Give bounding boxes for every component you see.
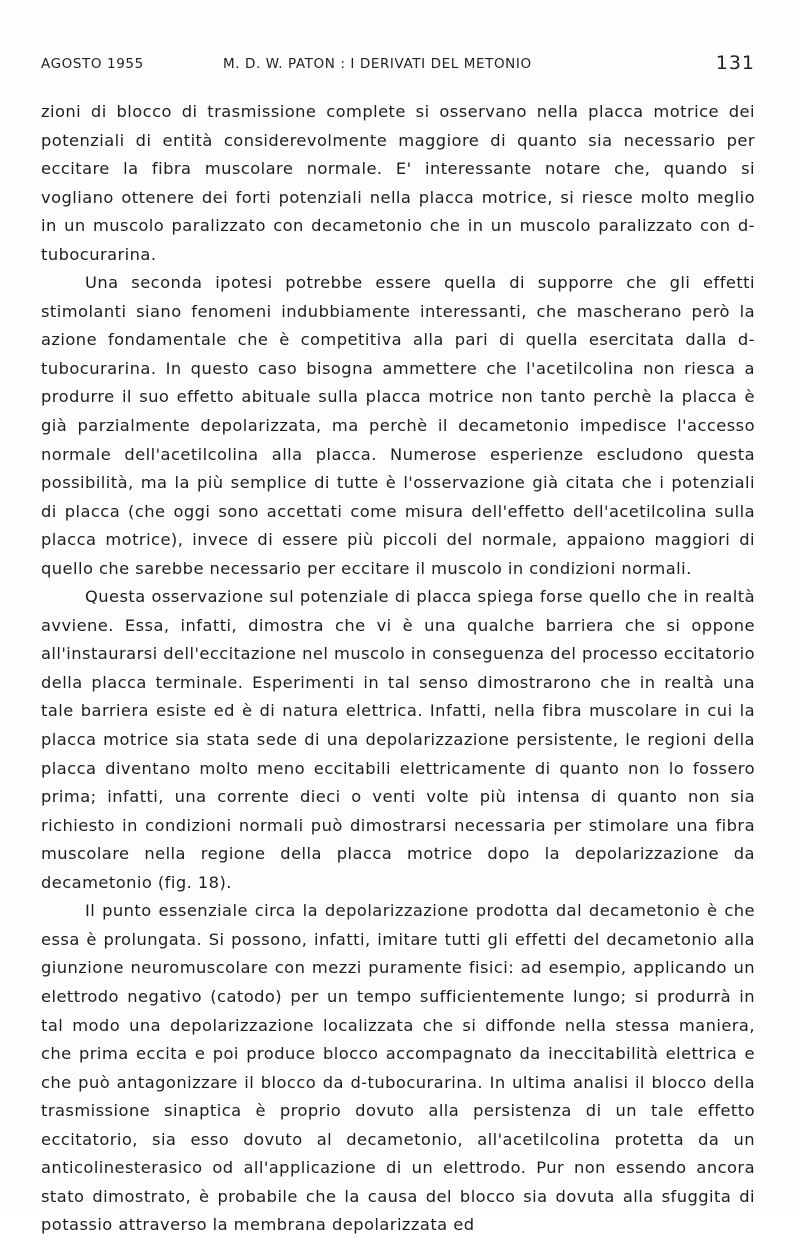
- paragraph-1: zioni di blocco di trasmissione complete si osservano nella placca motrice dei potenziali di entità considerevolmente maggiore di quanto sia necessario per eccitare la fibra muscolare normale. E' interessante notare che, quando si vogliano ottenere dei forti potenziali nella placca motrice, si riesce molto meglio in un muscolo paralizzato con decametonio che in un muscolo paralizzato con d-tubocurarina.: [41, 102, 755, 264]
- running-header: [41, 52, 755, 86]
- paragraph-4: Il punto essenziale circa la depolarizzazione prodotta dal decametonio è che essa è prolungata. Si possono, infatti, imitare tutti gli effetti del decametonio alla giunzione neuromuscolare con mezzi puramente fisici: ad esempio, applicando un elettrodo negativo (catodo) per un tempo sufficientemente lungo; si produrrà in tal modo una depolarizzazione localizzata che si diffonde nella stessa maniera, che prima eccita e poi produce blocco accompagnato da ineccitabilità elettrica e che può antagonizzare il blocco da d-tubocurarina. In ultima analisi il blocco della trasmissione sinaptica è proprio dovuto alla persistenza di un tale effetto eccitatorio, sia esso dovuto al decametonio, all'acetilcolina protetta da un anticolinesterasico od all'applicazione di un elettrodo. Pur non essendo ancora stato dimostrato, è probabile che la causa del blocco sia dovuta alla sfuggita di potassio attraverso la membrana depolarizzata ed: [41, 901, 755, 1235]
- header-date: AGOSTO 1955: [41, 56, 144, 72]
- paragraph-3: Questa osservazione sul potenziale di placca spiega forse quello che in realtà avviene. Essa, infatti, dimostra che vi è una qualche barriera che si oppone all'instaurarsi dell'eccitazione nel muscolo in conseguenza del processo eccitatorio della placca terminale. Esperimenti in tal senso dimostrarono che in realtà una tale barriera esiste ed è di natura elettrica. Infatti, nella fibra muscolare in cui la placca motrice sia stata sede di una depolarizzazione persistente, le regioni della placca diventano molto meno eccitabili elettricamente di quanto non lo fossero prima; infatti, una corrente dieci o venti volte più intensa di quanto non sia richiesto in condizioni normali può dimostrarsi necessaria per stimolare una fibra muscolare nella regione della placca motrice dopo la depolarizzazione da decametonio (fig. 18).: [41, 587, 755, 892]
- paragraph-2: Una seconda ipotesi potrebbe essere quella di supporre che gli effetti stimolanti siano fenomeni indubbiamente interessanti, che mascherano però la azione fondamentale che è competitiva alla pari di quella esercitata dalla d-tubocurarina. In questo caso bisogna ammettere che l'acetilcolina non riesca a produrre il suo effetto abituale sulla placca motrice non tanto perchè la placca è già parzialmente depolarizzata, ma perchè il decametonio impedisce l'accesso normale dell'acetilcolina alla placca. Numerose esperienze escludono questa possibilità, ma la più semplice di tutte è l'osservazione già citata che i potenziali di placca (che oggi sono accettati come misura dell'effetto dell'acetilcolina sulla placca motrice), invece di essere più piccoli del normale, appaiono maggiori di quello che sarebbe necessario per eccitare il muscolo in condizioni normali.: [41, 273, 755, 578]
- page-number: 131: [715, 52, 755, 74]
- header-author-title: M. D. W. PATON : I DERIVATI DEL METONIO: [223, 56, 532, 72]
- body-text: [41, 98, 755, 1240]
